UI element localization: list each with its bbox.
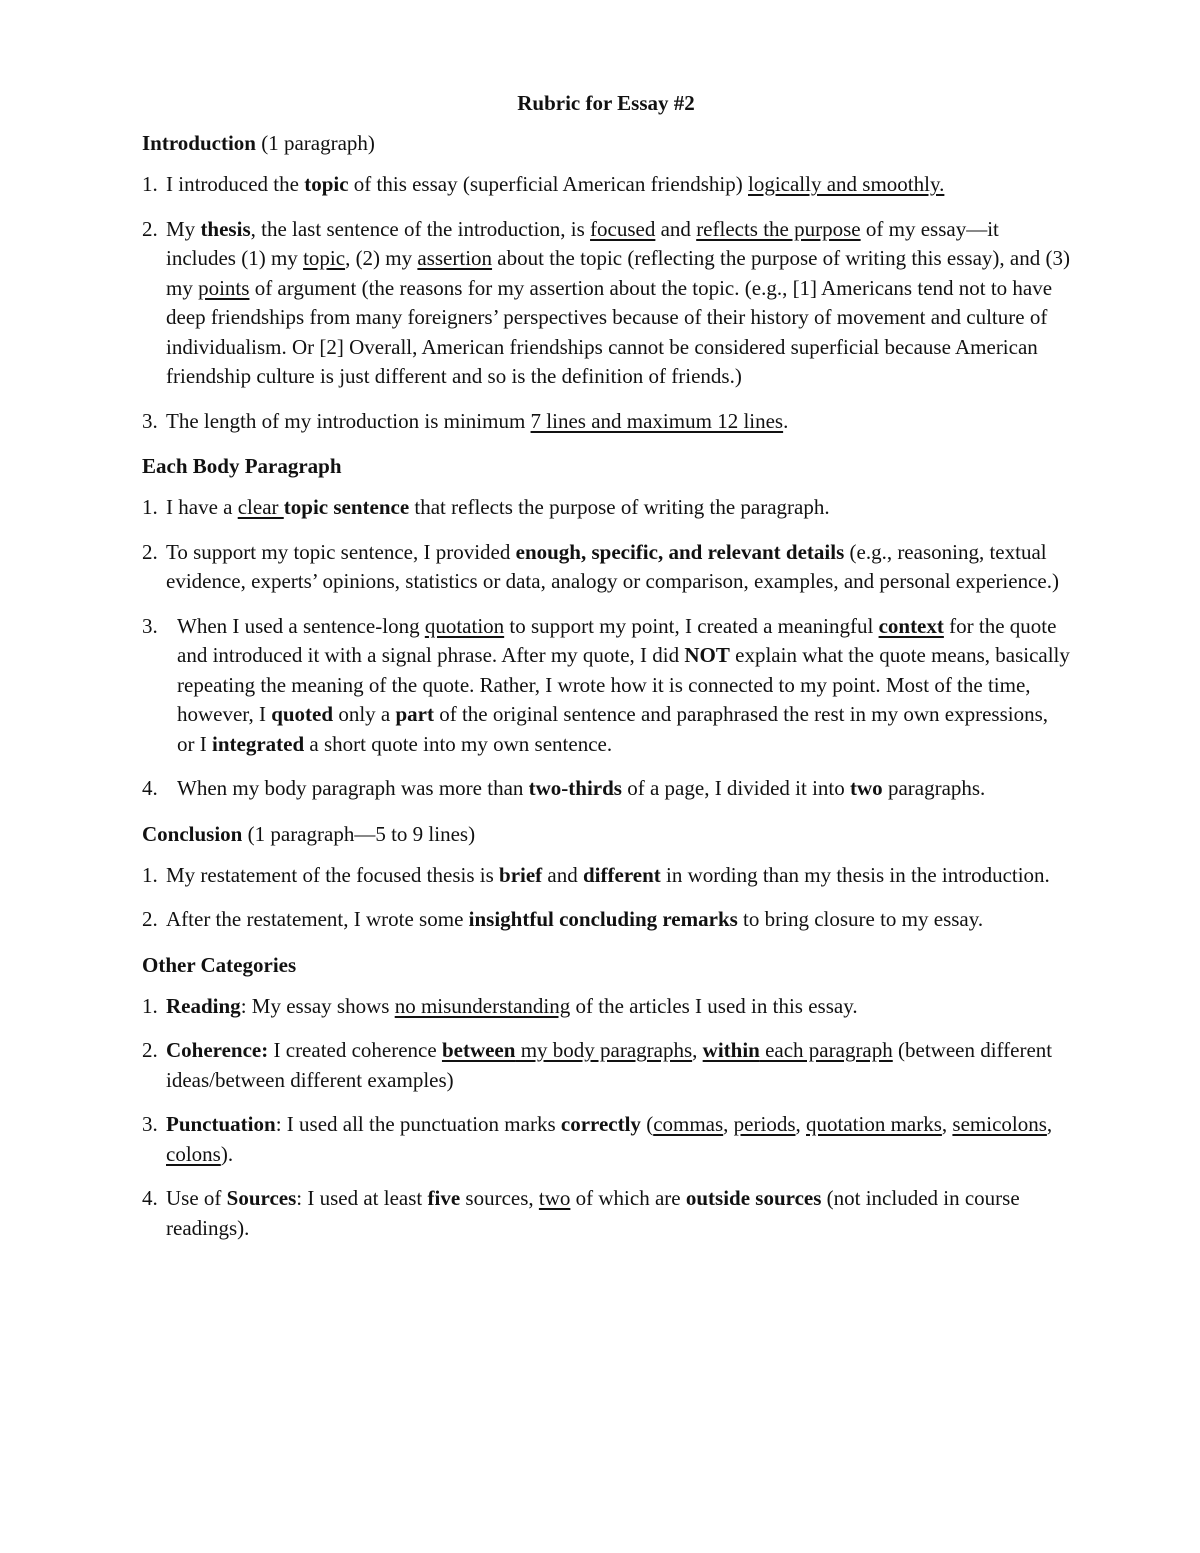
list-item (142, 905, 1070, 935)
item-underline: semicolons (952, 1112, 1047, 1136)
item-text: . (783, 408, 789, 433)
item-underline: reflects the purpose (696, 216, 861, 241)
introduction-list (142, 170, 1070, 436)
item-underline: assertion (417, 246, 493, 270)
item-text: and (655, 216, 697, 241)
item-bold: topic (304, 172, 349, 196)
item-text: (between different ideas/between different examples) (166, 1038, 1053, 1092)
item-text: that reflects the purpose of writing the paragraph. (409, 495, 830, 519)
item-bold: five (427, 1186, 461, 1210)
list-item (142, 538, 1070, 597)
item-text: My (166, 216, 201, 241)
item-text: of argument (the reasons for my assertion about the topic. (e.g., [1] Americans tend not to have deep friendships from many foreigners’ perspectives because of their history of movement and culture of individualism. Or [2] Overall, American friendships cannot be considered superficial because American friendship culture is just different and so is the definition of friends.) (166, 275, 1053, 388)
item-bold: two (850, 776, 883, 800)
section-heading-conclusion (142, 819, 1070, 849)
list-item (142, 1184, 1070, 1243)
item-text: I have a (166, 495, 238, 519)
item-text: ). (220, 1141, 234, 1166)
item-bold-underline: within (702, 1038, 760, 1062)
list-item (142, 861, 1070, 891)
item-bold: different (583, 862, 661, 887)
list-item (142, 407, 1070, 437)
item-text: My restatement of the focused thesis is (166, 862, 500, 887)
item-text: (e.g., reasoning, textual evidence, experts’ opinions, statistics or data, analogy or comparison, examples, and personal experience.) (166, 539, 1059, 593)
item-text: a short quote into my own sentence. (304, 731, 613, 756)
item-text: After the restatement, I wrote some (166, 907, 469, 931)
item-number: 2. (142, 907, 158, 931)
item-text: of the articles I used in this essay. (570, 993, 858, 1018)
item-number: 4. (142, 1186, 158, 1210)
item-bold: insightful concluding remarks (468, 907, 738, 931)
item-text: , (692, 1038, 703, 1062)
list-item (142, 992, 1070, 1022)
item-text: , (723, 1112, 734, 1136)
body-list (142, 493, 1070, 804)
item-bold-underline: between (441, 1038, 516, 1062)
other-list (142, 992, 1070, 1244)
item-underline: colons (166, 1141, 221, 1166)
item-text: When I used a sentence-long (177, 613, 425, 638)
item-underline: quotation marks (806, 1112, 942, 1136)
item-text: ( (640, 1112, 654, 1136)
list-item (142, 1110, 1070, 1169)
item-text: , (1046, 1112, 1053, 1136)
list-item (142, 774, 1070, 804)
item-text: explain what the quote means, basically repeating the meaning of the quote. Rather, I wrote how it is connected to my point. Most of the time, however, I (177, 643, 1070, 726)
heading-label: Introduction (142, 131, 256, 155)
item-bold: brief (499, 862, 543, 887)
item-underline: quotation (424, 613, 505, 638)
item-bold: NOT (684, 643, 730, 667)
item-underline: clear (237, 495, 284, 519)
item-text: : I used at least (296, 1186, 428, 1210)
item-text: I created coherence (268, 1038, 442, 1062)
item-text: When my body paragraph was more than (177, 776, 529, 800)
document-title: Rubric for Essay #2 (517, 91, 695, 115)
item-text: sources, (460, 1186, 539, 1210)
item-text: , (795, 1112, 806, 1136)
item-text: The length of my introduction is minimum (166, 408, 531, 433)
item-number: 1. (142, 862, 158, 887)
item-text: of which are (570, 1186, 686, 1210)
item-text: (not included in course readings). (166, 1186, 1020, 1240)
item-number: 3. (142, 613, 158, 638)
item-underline: focused (590, 216, 656, 241)
list-item (142, 170, 1070, 200)
item-underline: each paragraph (759, 1038, 893, 1062)
item-number: 2. (142, 1038, 158, 1062)
item-number: 3. (142, 408, 158, 433)
item-bold: thesis (200, 216, 251, 241)
item-text: , (2) my (345, 246, 418, 270)
item-number: 4. (142, 776, 158, 800)
heading-note: (1 paragraph) (261, 131, 375, 155)
list-item (142, 1036, 1070, 1095)
item-text: of my essay—it includes (1) my (166, 216, 999, 270)
item-bold-underline: context (878, 613, 944, 638)
list-item (142, 215, 1070, 392)
item-text: to support my point, I created a meaningful (504, 613, 879, 638)
item-number: 2. (142, 539, 158, 564)
item-underline: points (198, 275, 250, 300)
item-text: I introduced the (166, 172, 305, 196)
item-number: 1. (142, 993, 158, 1018)
section-heading-body (142, 451, 1070, 481)
item-text: about the topic (reflecting the purpose of writing this essay), and (3) my (166, 246, 1070, 300)
list-item (142, 493, 1070, 523)
item-number: 2. (142, 216, 158, 241)
item-text: paragraphs. (882, 776, 986, 800)
item-text: Use of (166, 1186, 227, 1210)
heading-note: (1 paragraph—5 to 9 lines) (247, 821, 476, 846)
item-underline: periods (733, 1112, 796, 1136)
section-heading-introduction (142, 128, 1070, 158)
item-text: To support my topic sentence, I provided (166, 539, 516, 564)
conclusion-list (142, 861, 1070, 935)
item-text: , the last sentence of the introduction, is (250, 216, 591, 241)
item-bold: correctly (560, 1112, 641, 1136)
item-bold: enough, specific, and relevant details (515, 539, 845, 564)
item-text: of a page, I divided it into (621, 776, 851, 800)
item-text: of this essay (superficial American friendship) (348, 172, 748, 196)
item-underline: commas (653, 1112, 724, 1136)
item-underline: my body paragraphs (515, 1038, 693, 1062)
item-underline: 7 lines and maximum 12 lines (530, 408, 784, 433)
item-number: 3. (142, 1112, 158, 1136)
item-number: 1. (142, 495, 158, 519)
list-item (142, 612, 1070, 760)
item-underline: logically and smoothly. (748, 172, 945, 196)
item-bold: topic sentence (283, 495, 410, 519)
heading-label: Conclusion (142, 821, 243, 846)
item-bold: Coherence: (166, 1038, 269, 1062)
heading-label: Each Body Paragraph (142, 454, 342, 478)
item-text: : My essay shows (240, 993, 395, 1018)
item-bold: integrated (212, 731, 305, 756)
section-heading-other (142, 950, 1070, 980)
item-bold: outside sources (685, 1186, 822, 1210)
item-text: and (542, 862, 583, 887)
heading-label: Other Categories (142, 952, 297, 977)
item-bold: two-thirds (528, 776, 622, 800)
item-underline: topic (303, 246, 346, 270)
item-number: 1. (142, 172, 158, 196)
item-text: of the original sentence and paraphrased the rest in my own expressions, or I (177, 702, 1049, 756)
item-text: only a (333, 702, 396, 726)
item-bold: Sources (226, 1186, 297, 1210)
item-text: for the quote and introduced it with a signal phrase. After my quote, I did (177, 613, 1057, 667)
item-bold: quoted (271, 702, 334, 726)
item-text: to bring closure to my essay. (737, 907, 984, 931)
item-text: in wording than my thesis in the introduction. (660, 862, 1050, 887)
item-underline: two (538, 1186, 571, 1210)
item-text: , (941, 1112, 953, 1136)
item-text: : I used all the punctuation marks (275, 1112, 561, 1136)
item-underline: no misunderstanding (394, 993, 571, 1018)
item-bold: Reading (166, 993, 241, 1018)
item-bold: Punctuation (166, 1112, 276, 1136)
item-bold: part (395, 702, 434, 726)
